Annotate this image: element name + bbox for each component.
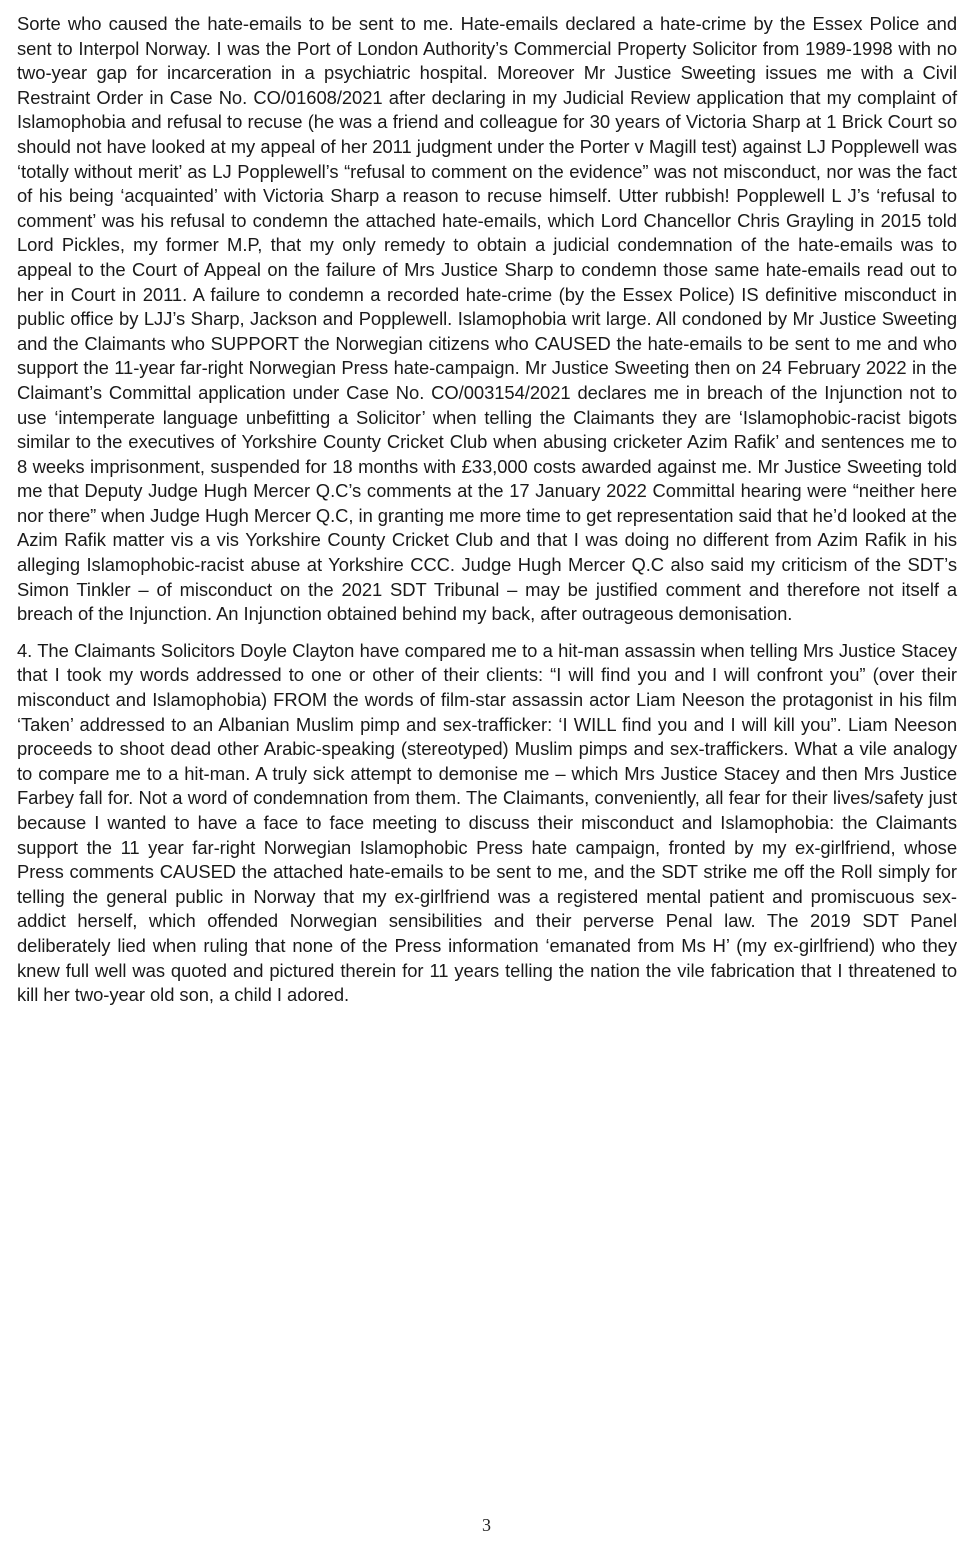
- paragraph-continuation: Sorte who caused the hate-emails to be sent to me. Hate-emails declared a hate-crime by the Essex Police and sent to Interpol Norway. I was the Port of London Authority’s Commercial Property Solicitor from 1989-1998 with no two-year gap for incarceration in a psychiatric hospital. Moreover Mr Justice Sweeting issues me with a Civil Restraint Order in Case No. CO/01608/2021 after declaring in my Judicial Review application that my complaint of Islamophobia and refusal to recuse (he was a friend and colleague for 30 years of Victoria Sharp at 1 Brick Court so should not have looked at my appeal of her 2011 judgment under the Porter v Magill test) against LJ Popplewell was ‘totally without merit’ as LJ Popplewell’s “refusal to comment on the evidence” was not misconduct, nor was the fact of his being ‘acquainted’ with Victoria Sharp a reason to recuse himself. Utter rubbish! Popplewell L J’s ‘refusal to comment’ was his refusal to condemn the attached hate-emails, which Lord Chancellor Chris Grayling in 2015 told Lord Pickles, my former M.P, that my only remedy to obtain a judicial condemnation of the hate-emails was to appeal to the Court of Appeal on the failure of Mrs Justice Sharp to condemn those same hate-emails read out to her in Court in 2011. A failure to condemn a recorded hate-crime (by the Essex Police) IS definitive misconduct in public office by LJJ’s Sharp, Jackson and Popplewell. Islamophobia writ large. All condoned by Mr Justice Sweeting and the Claimants who SUPPORT the Norwegian citizens who CAUSED the hate-emails to be sent to me and who support the 11-year far-right Norwegian Press hate-campaign. Mr Justice Sweeting then on 24 February 2022 in the Claimant’s Committal application under Case No. CO/003154/2021 declares me in breach of the Injunction not to use ‘intemperate language unbefitting a Solicitor’ when telling the Claimants they are ‘Islamophobic-racist bigots similar to the executives of Yorkshire County Cricket Club when abusing cricketer Azim Rafik’ and sentences me to 8 weeks imprisonment, suspended for 18 months with £33,000 costs awarded against me. Mr Justice Sweeting told me that Deputy Judge Hugh Mercer Q.C’s comments at the 17 January 2022 Committal hearing were “neither here nor there” when Judge Hugh Mercer Q.C, in granting me more time to get representation said that he’d looked at the Azim Rafik matter vis a vis Yorkshire County Cricket Club and that I was doing no different from Azim Rafik in his alleging Islamophobic-racist abuse at Yorkshire CCC. Judge Hugh Mercer Q.C also said my criticism of the SDT’s Simon Tinkler – of misconduct on the 2021 SDT Tribunal – may be justified comment and therefore not itself a breach of the Injunction. An Injunction obtained behind my back, after outrageous demonisation.: [17, 13, 957, 625]
- paragraph-4: 4. The Claimants Solicitors Doyle Clayton have compared me to a hit-man assassin when telling Mrs Justice Stacey that I took my words addressed to one or other of their clients: “I will find you and I will confront you” (over their misconduct and Islamophobia) FROM the words of film-star assassin actor Liam Neeson the protagonist in his film ‘Taken’ addressed to an Albanian Muslim pimp and sex-trafficker: ‘I WILL find you and I will kill you”. Liam Neeson proceeds to shoot dead other Arabic-speaking (stereotyped) Muslim pimps and sex-traffickers. What a vile analogy to compare me to a hit-man. A truly sick attempt to demonise me – which Mrs Justice Stacey and then Mrs Justice Farbey fall for. Not a word of condemnation from them. The Claimants, conveniently, all fear for their lives/safety just because I wanted to have a face to face meeting to discuss their misconduct and Islamophobia: the Claimants support the 11 year far-right Norwegian Islamophobic Press hate campaign, fronted by my ex-girlfriend, whose Press comments CAUSED the attached hate-emails to be sent to me, and the SDT strike me off the Roll simply for telling the general public in Norway that my ex-girlfriend was a registered mental patient and promiscuous sex-addict herself, which offended Norwegian sensibilities and their perverse Penal law. The 2019 SDT Panel deliberately lied when ruling that none of the Press information ‘emanated from Ms H’ (my ex-girlfriend) who they knew full well was quoted and pictured therein for 11 years telling the nation the vile fabrication that I threatened to kill her two-year old son, a child I adored.: [17, 639, 957, 1006]
- document-body: [17, 12, 957, 1008]
- page-number: 3: [482, 1515, 491, 1535]
